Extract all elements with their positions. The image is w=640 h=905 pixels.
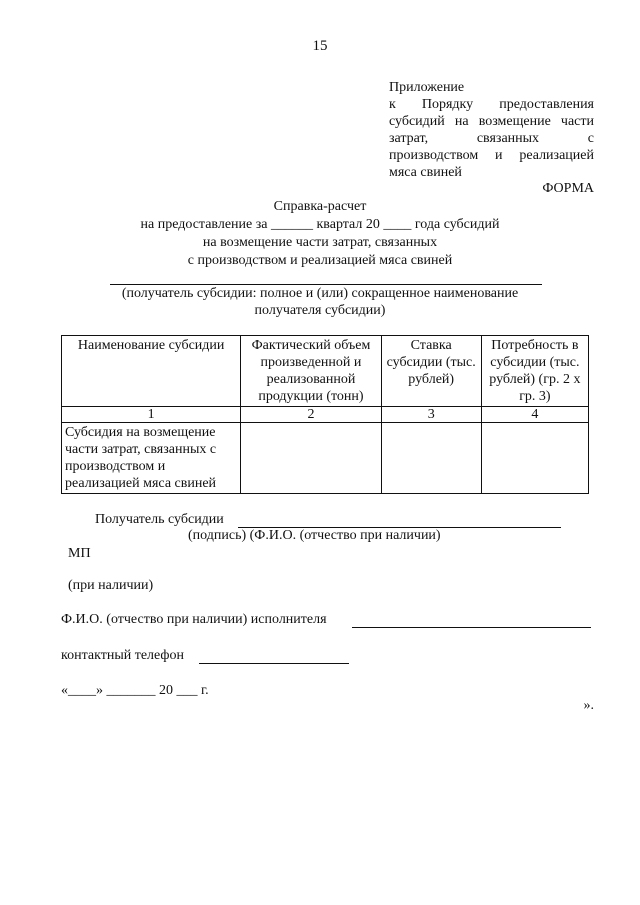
phone-line [199,663,349,664]
appendix-line: субсидий на возмещение части [389,114,594,129]
appendix-block [389,79,594,181]
column-number: 2 [241,407,381,423]
executor-label: Ф.И.О. (отчество при наличии) исполнителя [61,612,327,627]
table-row [62,423,589,494]
recipient-hint: (получатель субсидии: полное и (или) сокращенное наименование [121,286,519,301]
form-label: ФОРМА [542,181,594,196]
column-number: 4 [481,407,588,423]
table-header-row [62,336,589,407]
title-line: с производством и реализацией мяса свиней [187,253,453,268]
title-line: на возмещение части затрат, связанных [202,235,438,250]
subsidy-table [61,335,589,494]
column-number: 1 [62,407,241,423]
column-header: Ставка субсидии (тыс. рублей) [381,336,481,407]
column-number: 3 [381,407,481,423]
stamp-label: МП [68,546,91,561]
recipient-name-line [110,284,542,285]
executor-line [352,627,591,628]
document-title: Справка-расчет [273,199,367,214]
table-cell [481,423,588,494]
closing-quote: ». [583,698,594,713]
column-number-row [62,407,589,423]
appendix-line: затрат, связанных с [389,131,594,146]
table-cell [241,423,381,494]
table-cell [381,423,481,494]
date-field: «____» _______ 20 ___ г. [61,683,209,698]
page-number: 15 [312,38,328,54]
appendix-line: Приложение [389,80,465,95]
signature-hint: (подпись) (Ф.И.О. (отчество при наличии) [188,528,441,543]
column-header: Наименование субсидии [62,336,241,407]
table-cell: Субсидия на возмещение части затрат, связанных с производством и реализацией мяса свиней [62,423,241,494]
appendix-line: производством и реализацией [389,148,594,163]
column-header: Потребность в субсидии (тыс. рублей) (гр. 2 x гр. 3) [481,336,588,407]
signature-label: Получатель субсидии [95,512,224,527]
recipient-hint: получателя субсидии) [254,303,386,318]
phone-label: контактный телефон [61,648,184,663]
stamp-note: (при наличии) [68,578,154,593]
appendix-line: мяса свиней [389,165,462,180]
column-header: Фактический объем произведенной и реализованной продукции (тонн) [241,336,381,407]
appendix-line: к Порядку предоставления [389,97,594,112]
title-line: на предоставление за ______ квартал 20 ____ года субсидий [140,217,500,232]
